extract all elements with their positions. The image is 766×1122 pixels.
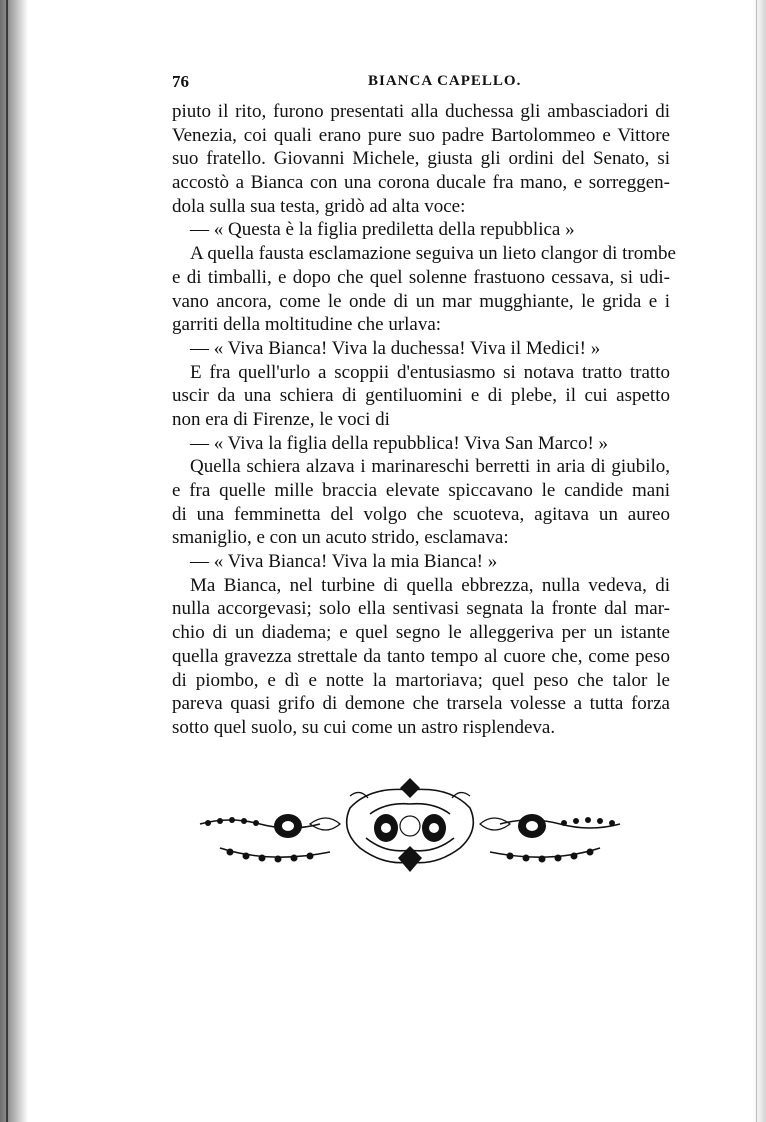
text-line: nulla accorgevasi; solo ella sentivasi segnata la fronte dal mar-	[172, 598, 670, 620]
text-line: e di timballi, e dopo che quel solenne frastuono cessava, si udi-	[172, 266, 670, 288]
text-line: A quella fausta esclamazione seguiva un lieto clangor di trombe	[190, 243, 676, 265]
book-gutter-shadow	[0, 0, 28, 1122]
text-line: di una femminetta del volgo che scuoteva, agitava un aureo	[172, 503, 670, 525]
text-line: non era di Firenze, le voci di	[172, 408, 390, 430]
text-line: uscir da una schiera di gentiluomini e di plebe, il cui aspetto	[172, 385, 670, 407]
page-edge	[752, 0, 766, 1122]
text-line: e fra quelle mille braccia elevate spiccavano le candide mani	[172, 480, 670, 501]
text-line: suo fratello. Giovanni Michele, giusta gli ordini del Senato, si	[172, 148, 670, 170]
page-edge-line	[756, 0, 757, 1122]
running-title: BIANCA CAPELLO.	[368, 73, 522, 89]
text-line: garriti della moltitudine che urlava:	[172, 314, 442, 336]
text-line: sotto quel suolo, su cui come un astro risplendeva.	[172, 716, 556, 738]
text-line: di piombo, e dì e notte la martoriava; quel peso che talor le	[172, 669, 670, 691]
text-line: — « Questa è la figlia prediletta della repubblica »	[190, 219, 575, 241]
text-line: — « Viva Bianca! Viva la duchessa! Viva il Medici! »	[190, 337, 601, 359]
body-text	[172, 100, 676, 740]
text-line: quella gravezza strettale da tanto tempo al cuore che, come peso	[172, 645, 670, 667]
page-header	[172, 72, 672, 94]
text-line: dola sulla sua testa, gridò ad alta voce:	[172, 195, 466, 217]
text-line: E fra quell'urlo a scoppii d'entusiasmo si notava tratto tratto	[190, 361, 670, 383]
text-line: piuto il rito, furono presentati alla duchessa gli ambasciadori di	[172, 101, 670, 122]
text-line: smaniglio, e con un acuto strido, esclamava:	[172, 527, 509, 549]
text-line: Quella schiera alzava i marinareschi berretti in aria di giubilo,	[190, 456, 670, 478]
text-line: chio di un diadema; e quel segno le alleggeriva per un istante	[172, 622, 670, 644]
text-line: Ma Bianca, nel turbine di quella ebbrezza, nulla vedeva, di	[190, 574, 670, 596]
text-line: accostò a Bianca con una corona ducale fra mano, e sorreggen-	[172, 172, 670, 194]
book-spine-edge	[6, 0, 8, 1122]
decorative-tailpiece-ornament	[190, 768, 630, 888]
text-line: — « Viva la figlia della repubblica! Viva San Marco! »	[190, 432, 609, 454]
text-line: — « Viva Bianca! Viva la mia Bianca! »	[190, 551, 498, 573]
text-line: pareva quasi grifo di demone che trarsela volesse a tutta forza	[172, 693, 670, 715]
page-number: 76	[172, 72, 189, 91]
text-line: vano ancora, come le onde di un mar mugghiante, le grida e i	[172, 290, 670, 312]
text-line: Venezia, coi quali erano pure suo padre Bartolommeo e Vittore	[172, 124, 670, 146]
